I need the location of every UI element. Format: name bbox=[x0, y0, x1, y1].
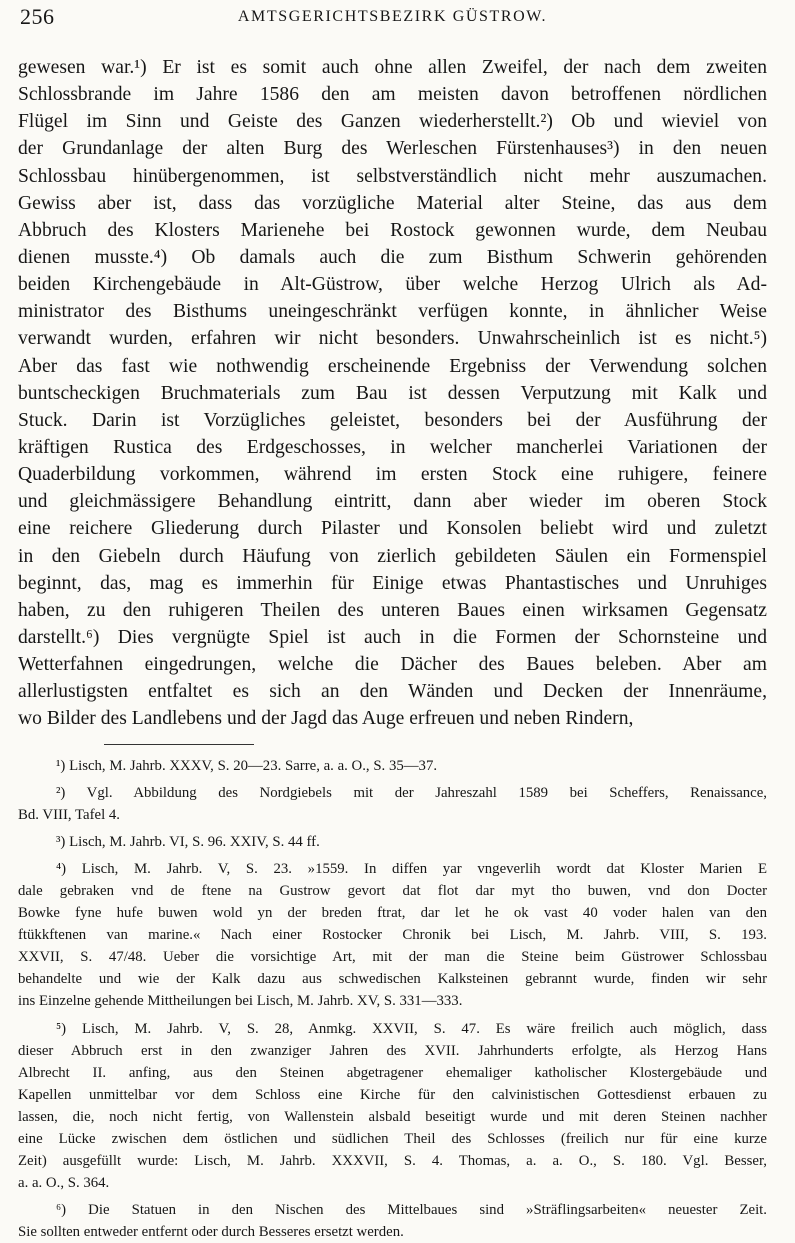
footnote-line: Bowke fyne hufe buwen wold yn der breden ftrat, dar let he ok vast 40 voder halen van den bbox=[18, 905, 767, 922]
footnotes bbox=[18, 755, 767, 1243]
body-line: in den Giebeln durch Häufung von zierlich gebildeten Säulen ein Formenspiel bbox=[18, 545, 767, 567]
body-line: Gewiss aber ist, dass das vorzügliche Material alter Steine, das aus dem bbox=[18, 192, 767, 214]
footnote-line: ftükkftenen van marine.« Nach einer Rostocker Chronik bei Lisch, M. Jahrb. VIII, S. 193. bbox=[18, 927, 767, 944]
body-line: Quaderbildung vorkommen, während im ersten Stock eine ruhigere, feinere bbox=[18, 464, 767, 486]
body-line: Aber das fast wie nothwendig erscheinende Ergebniss der Verwendung solchen bbox=[18, 355, 767, 377]
footnote-separator bbox=[104, 744, 254, 745]
footnote-line: ¹) Lisch, M. Jahrb. XXXV, S. 20—23. Sarre, a. a. O., S. 35—37. bbox=[56, 757, 438, 774]
footnote-line: ins Einzelne gehende Mittheilungen bei Lisch, M. Jahrb. XV, S. 331—333. bbox=[18, 993, 463, 1010]
body-line: Schlossbrande im Jahre 1586 den am meisten davon betroffenen nördlichen bbox=[18, 84, 767, 106]
body-line: darstellt.⁶) Dies vergnügte Spiel ist auch in die Formen der Schornsteine und bbox=[18, 626, 767, 648]
body-line: kräftigen Rustica des Erdgeschosses, in welcher mancherlei Variationen der bbox=[18, 436, 767, 458]
footnote-line: ⁴) Lisch, M. Jahrb. V, S. 23. »1559. In diffen yar vngeverlih wordt dat Kloster Marien E bbox=[56, 860, 767, 877]
footnote bbox=[18, 1018, 767, 1195]
footnote-line: Bd. VIII, Tafel 4. bbox=[18, 806, 120, 823]
body-line: beginnt, das, mag es immerhin für Einige etwas Phantastisches und Unruhiges bbox=[18, 572, 767, 594]
body-line: dienen musste.⁴) Ob damals auch die zum Bisthum Schwerin gehörenden bbox=[18, 246, 767, 268]
body-line: gewesen war.¹) Er ist es somit auch ohne allen Zweifel, der nach dem zweiten bbox=[18, 57, 767, 78]
body-line: allerlustigsten entfaltet es sich an den Wänden und Decken der Innenräume, bbox=[18, 681, 767, 703]
footnote bbox=[18, 1199, 767, 1243]
body-line: und gleichmässigere Behandlung eintritt, dann aber wieder im oberen Stock bbox=[18, 491, 767, 513]
footnote bbox=[18, 782, 767, 826]
footnote-line: Sie sollten entweder entfernt oder durch Besseres ersetzt werden. bbox=[18, 1224, 404, 1241]
footnote bbox=[18, 755, 767, 777]
body-text bbox=[18, 54, 767, 733]
footnote-line: eine Lücke zwischen dem östlichen und südlichen Theil des Schlosses (freilich nur für eine kurze bbox=[18, 1131, 767, 1148]
body-line: der Grundanlage der alten Burg des Werleschen Fürstenhauses³) in den neuen bbox=[18, 138, 767, 160]
footnote-line: a. a. O., S. 364. bbox=[18, 1175, 110, 1192]
footnote-line: lassen, die, noch nicht fertig, von Wallenstein alsbald beseitigt wurde und mit deren Steinen nachher bbox=[18, 1108, 767, 1125]
footnote-line: ³) Lisch, M. Jahrb. VI, S. 96. XXIV, S. 44 ff. bbox=[56, 833, 320, 850]
body-line: Abbruch des Klosters Marienehe bei Rostock gewonnen wurde, dem Neubau bbox=[18, 219, 767, 241]
body-line: beiden Kirchengebäude in Alt-Güstrow, über welche Herzog Ulrich als Ad- bbox=[18, 274, 767, 296]
footnote-line: Albrecht II. anfing, aus den Steinen abgetragener ehemaliger katholischer Klostergebäude und bbox=[18, 1064, 767, 1081]
body-line: buntscheckigen Bruchmaterials zum Bau ist dessen Verputzung mit Kalk und bbox=[18, 382, 767, 404]
footnote-line: XXVII, S. 47/48. Ueber die vorsichtige Art, mit der man die Steine beim Güstrower Schlossbau bbox=[18, 949, 767, 966]
footnote-line: behandelte und wie der Kalk dazu aus schwedischen Kalksteinen gebrannt wurde, finden wir sehr bbox=[18, 971, 767, 988]
footnote bbox=[18, 831, 767, 853]
body-line: haben, zu den ruhigeren Theilen des unteren Baues einen wirksamen Gegensatz bbox=[18, 599, 767, 621]
footnote-line: dieser Abbruch erst in den zwanziger Jahren des XVII. Jahrhunderts erfolgte, als Herzog Hans bbox=[18, 1042, 767, 1059]
footnote bbox=[18, 858, 767, 1013]
footnote-line: Kapellen unmittelbar vor dem Schloss eine Kirche für den calvinistischen Gottesdienst erbauen zu bbox=[18, 1086, 767, 1103]
body-line: verwandt wurden, erfahren wir nicht besonders. Unwahrscheinlich ist es nicht.⁵) bbox=[18, 328, 767, 350]
body-line: ministrator des Bisthums uneingeschränkt verfügen konnte, in ähnlicher Weise bbox=[18, 301, 767, 323]
body-line: eine reichere Gliederung durch Pilaster und Konsolen beliebt wird und zuletzt bbox=[18, 518, 767, 540]
body-line: Stuck. Darin ist Vorzügliches geleistet, besonders bei der Ausführung der bbox=[18, 409, 767, 431]
footnote-line: dale gebraken vnd de ftene na Gustrow gevort dat flot dar myt tho buwen, vnd don Docter bbox=[18, 882, 767, 899]
footnote-line: ⁶) Die Statuen in den Nischen des Mittelbaues sind »Sträflingsarbeiten« neuester Zeit. bbox=[56, 1202, 767, 1219]
body-line: Wetterfahnen eingedrungen, welche die Dächer des Baues beleben. Aber am bbox=[18, 654, 767, 676]
page-header bbox=[18, 0, 767, 40]
body-line: wo Bilder des Landlebens und der Jagd das Auge erfreuen und neben Rindern, bbox=[18, 708, 634, 730]
page-number: 256 bbox=[20, 4, 55, 29]
body-line: Flügel im Sinn und Geiste des Ganzen wiederherstellt.²) Ob und wieviel von bbox=[18, 111, 767, 133]
footnote-line: ²) Vgl. Abbildung des Nordgiebels mit der Jahreszahl 1589 bei Scheffers, Renaissance, bbox=[56, 784, 767, 801]
body-line: Schlossbau hinübergenommen, ist selbstverständlich nicht mehr auszumachen. bbox=[18, 165, 767, 187]
running-head: AMTSGERICHTSBEZIRK GÜSTROW. bbox=[237, 8, 548, 25]
footnote-line: Zeit) ausgefüllt wurde: Lisch, M. Jahrb. XXXVII, S. 4. Thomas, a. a. O., S. 180. Vgl. Besser, bbox=[18, 1153, 767, 1170]
footnote-line: ⁵) Lisch, M. Jahrb. V, S. 28, Anmkg. XXVII, S. 47. Es wäre freilich auch möglich, dass bbox=[56, 1020, 767, 1037]
